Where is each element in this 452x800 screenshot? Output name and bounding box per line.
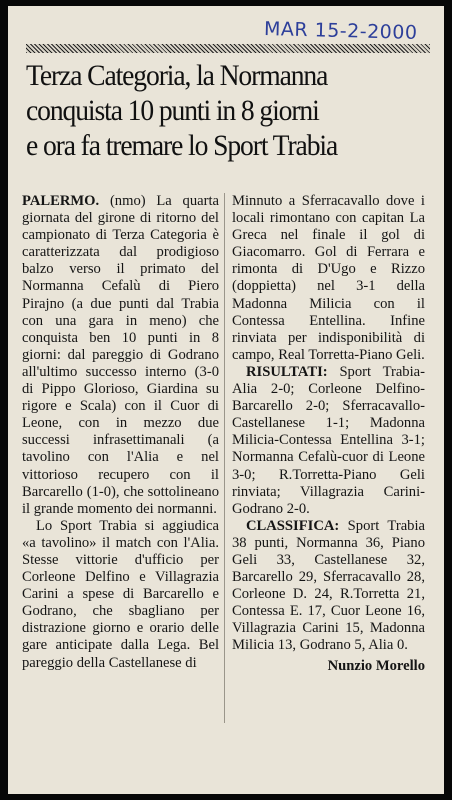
results-label: RISULTATI: [246, 363, 328, 380]
results-paragraph [232, 364, 425, 518]
section-header-band [26, 44, 430, 53]
handwritten-date-stamp: MAR 15-2-2000 [263, 17, 418, 45]
paragraph-2: Lo Sport Trabia si aggiudica «a tavolino» il match con l'Alia. Stesse vittorie d'ufficio per Corleone Delfino e Villagrazia Carini a spese di Barcarello e Godrano, che sbagliano per distrazione giorno e orario delle gare anticipate dalla Lega. Bel pareggio della Castellanese di [22, 517, 219, 671]
article-column-left [22, 193, 219, 672]
paragraph-3: Minnuto a Sferracavallo dove i locali rimontano con capitan La Greca nel finale il gol di Giacomarro. Gol di Ferrara e rimonta di D'Ugo e Rizzo (doppietta) nel 3-1 della Madonna Milicia con il Contessa Entellina. Infine rinviata per indisponibilità di campo, Real Torretta-Piano Geli. [232, 193, 425, 363]
standings-paragraph [232, 518, 425, 655]
dateline: PALERMO. [22, 193, 100, 209]
column-divider [224, 193, 225, 723]
standings-text: Sport Trabia 38 punti, Normanna 36, Piano Geli 33, Castellanese 32, Barcarello 29, Sferracavallo 28, Corleone D. 24, R.Torretta 21, Contessa E. 17, Cuor Leone 16, Villagrazia Carini 15, Madonna Milicia 13, Godrano 5, Alia 0. [232, 517, 425, 654]
article-column-right [232, 193, 425, 675]
paragraph-1-text: (nmo) La quarta giornata del girone di ritorno del campionato di Terza Categoria è caratterizzata dal prodigioso balzo verso il primato del Normanna Cefalù di Piero Pirajno (a due punti dal Trabia con una gara in meno) che conquista ben 10 punti in 8 giorni: dal pareggio di Godrano all'ultimo successo interno (3-0 di Pippo Glorioso, Giardina su rigore e Scala) con il Cuor di Leone, con in mezzo due successi infrasettimanali (a tavolino con l'Alia e nel vittorioso recupero con il Barcarello (1-0), che sottolineano il grande momento dei normanni. [22, 193, 219, 517]
results-text: Sport Trabia-Alia 2-0; Corleone Delfino-Barcarello 2-0; Sferracavallo-Castellanese 1-1; Madonna Milicia-Contessa Entellina 3-1; Normanna Cefalù-cuor di Leone 3-0; R.Torretta-Piano Geli rinviata; Villagrazia Carini-Godrano 2-0. [232, 363, 425, 517]
author-byline: Nunzio Morello [327, 657, 425, 674]
paragraph-1 [22, 193, 219, 518]
article-headline: Terza Categoria, la Normanna conquista 10 punti in 8 giorni e ora fa tremare lo Sport Trabia [26, 59, 338, 162]
standings-label: CLASSIFICA: [246, 517, 340, 534]
